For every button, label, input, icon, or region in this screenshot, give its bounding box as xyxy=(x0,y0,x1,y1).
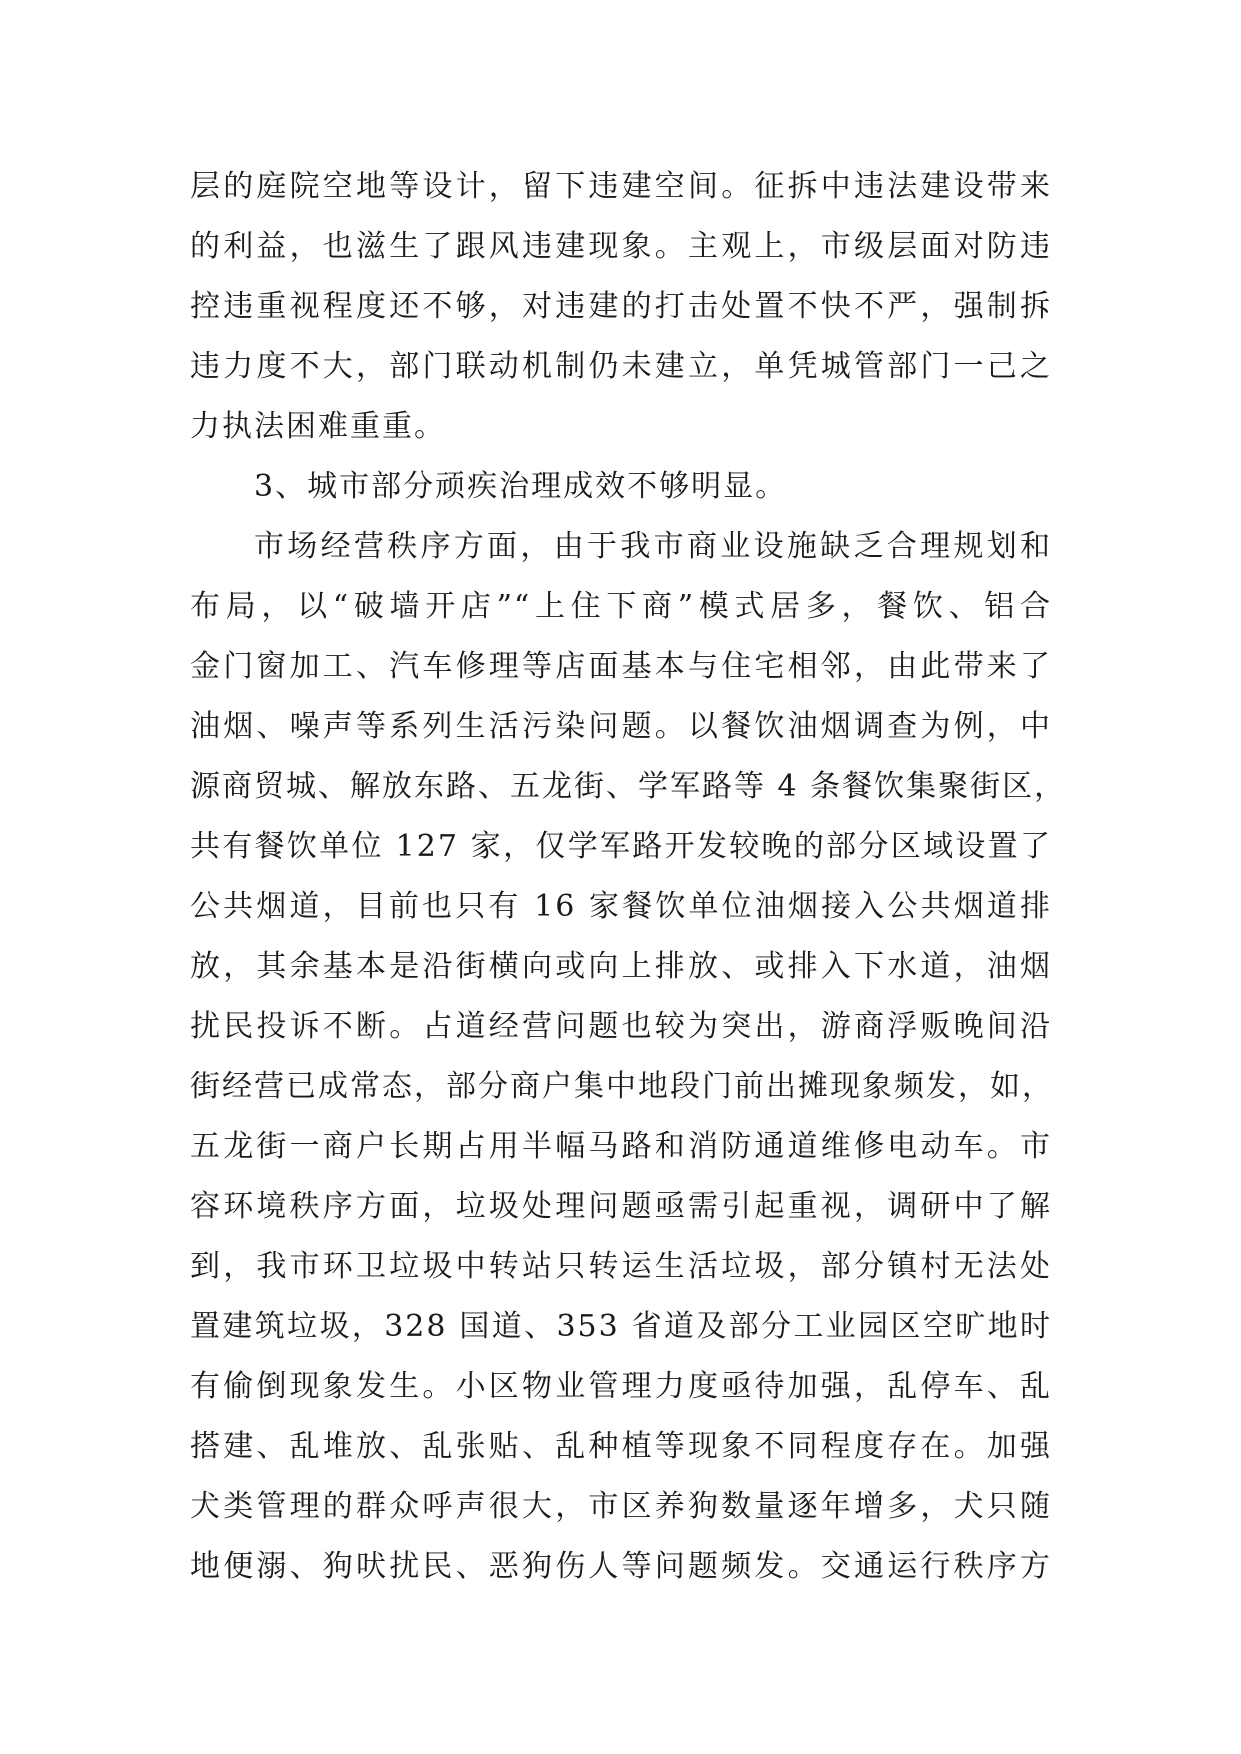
paragraph-line: 到，我市环卫垃圾中转站只转运生活垃圾，部分镇村无法处 xyxy=(190,1249,1052,1284)
paragraph-line: 犬类管理的群众呼声很大，市区养狗数量逐年增多，犬只随 xyxy=(190,1489,1052,1524)
paragraph-line: 五龙街一商户长期占用半幅马路和消防通道维修电动车。市 xyxy=(190,1129,1052,1164)
paragraph-line: 地便溺、狗吠扰民、恶狗伤人等问题频发。交通运行秩序方 xyxy=(190,1549,1052,1584)
paragraph-line: 扰民投诉不断。占道经营问题也较为突出，游商浮贩晚间沿 xyxy=(190,1009,1052,1044)
paragraph-line: 置建筑垃圾，328 国道、353 省道及部分工业园区空旷地时 xyxy=(190,1309,1052,1344)
paragraph-line: 有偷倒现象发生。小区物业管理力度亟待加强，乱停车、乱 xyxy=(190,1369,1052,1404)
paragraph-line: 布局，以“破墙开店”“上住下商”模式居多，餐饮、铝合 xyxy=(190,589,1052,624)
paragraph-line: 容环境秩序方面，垃圾处理问题亟需引起重视，调研中了解 xyxy=(190,1189,1052,1224)
paragraph-line: 公共烟道，目前也只有 16 家餐饮单位油烟接入公共烟道排 xyxy=(190,889,1052,924)
paragraph-line: 搭建、乱堆放、乱张贴、乱种植等现象不同程度存在。加强 xyxy=(190,1429,1052,1464)
paragraph-line: 违力度不大，部门联动机制仍未建立，单凭城管部门一己之 xyxy=(190,349,1052,384)
paragraph-line: 力执法困难重重。 xyxy=(190,409,446,444)
paragraph-line: 街经营已成常态，部分商户集中地段门前出摊现象频发，如， xyxy=(190,1069,1054,1104)
paragraph-line: 共有餐饮单位 127 家，仅学军路开发较晚的部分区域设置了 xyxy=(190,829,1052,864)
paragraph-line: 源商贸城、解放东路、五龙街、学军路等 4 条餐饮集聚街区， xyxy=(190,769,1067,804)
paragraph-line: 的利益，也滋生了跟风违建现象。主观上，市级层面对防违 xyxy=(190,229,1052,264)
paragraph-line: 放，其余基本是沿街横向或向上排放、或排入下水道，油烟 xyxy=(190,949,1052,984)
paragraph-line: 金门窗加工、汽车修理等店面基本与住宅相邻，由此带来了 xyxy=(190,649,1052,684)
body-text xyxy=(190,157,1067,1597)
paragraph-line: 市场经营秩序方面，由于我市商业设施缺乏合理规划和 xyxy=(254,529,1052,564)
paragraph-line: 层的庭院空地等设计，留下违建空间。征拆中违法建设带来 xyxy=(190,169,1052,204)
paragraph-line: 控违重视程度还不够，对违建的打击处置不快不严，强制拆 xyxy=(190,289,1052,324)
paragraph-line: 油烟、噪声等系列生活污染问题。以餐饮油烟调查为例，中 xyxy=(190,709,1052,744)
section-heading: 3、城市部分顽疾治理成效不够明显。 xyxy=(254,469,788,504)
